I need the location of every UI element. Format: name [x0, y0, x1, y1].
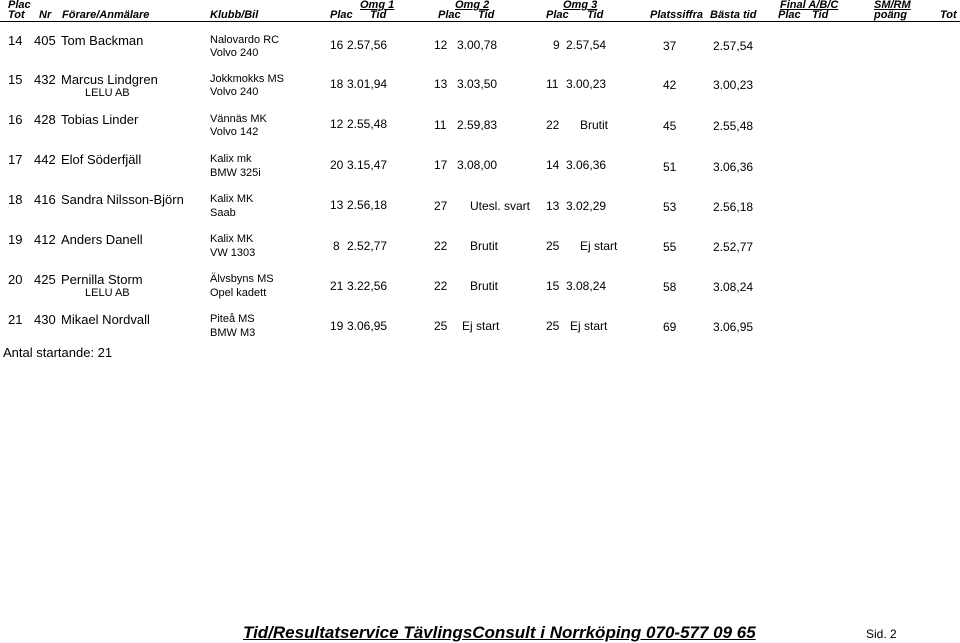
- row-basta-tid: 3.08,24: [713, 280, 754, 294]
- row-omg2-plac: 17: [434, 158, 448, 172]
- table-row: [0, 273, 960, 313]
- row-club: Vännäs MK: [210, 113, 267, 125]
- header-omg2: Omg 2: [455, 0, 490, 11]
- row-basta-tid: 2.56,18: [713, 200, 754, 214]
- row-omg3-plac: 14: [546, 158, 560, 172]
- header-club: Klubb/Bil: [210, 9, 259, 21]
- row-driver: Sandra Nilsson-Björn: [61, 192, 184, 207]
- row-omg2-tid: Ej start: [462, 319, 500, 333]
- row-driver: Marcus Lindgren: [61, 72, 158, 87]
- table-row: [0, 113, 960, 153]
- row-car: BMW M3: [210, 327, 256, 339]
- row-omg1-tid: 3.01,94: [347, 77, 388, 91]
- row-omg2-plac: 22: [434, 279, 448, 293]
- row-basta-tid: 2.57,54: [713, 39, 754, 53]
- row-plac: 15: [8, 72, 23, 87]
- row-club: Kalix MK: [210, 233, 254, 245]
- row-nr: 428: [34, 112, 56, 127]
- row-omg3-tid: Ej start: [570, 319, 608, 333]
- row-nr: 430: [34, 312, 56, 327]
- header-omg3-tid: Tid: [587, 9, 604, 21]
- header-omg1-plac: Plac: [330, 9, 353, 21]
- header-final-tid: Tid: [812, 9, 829, 21]
- row-basta-tid: 2.55,48: [713, 119, 754, 133]
- header-omg2-plac: Plac: [438, 9, 461, 21]
- row-club: Kalix mk: [210, 153, 252, 165]
- table-row: [0, 73, 960, 113]
- row-omg1-plac: 16: [330, 38, 344, 52]
- row-car: Volvo 240: [210, 86, 259, 98]
- row-car: Volvo 142: [210, 126, 259, 138]
- header-omg1: Omg 1: [360, 0, 395, 11]
- row-omg1-tid: 2.56,18: [347, 198, 388, 212]
- row-omg1-plac: 20: [330, 158, 344, 172]
- row-omg2-plac: 13: [434, 77, 448, 91]
- row-omg3-plac: 25: [546, 239, 560, 253]
- row-omg1-tid: 2.55,48: [347, 117, 388, 131]
- row-driver: Elof Söderfjäll: [61, 152, 142, 167]
- row-platssiffra: 37: [663, 39, 677, 53]
- header-driver: Förare/Anmälare: [62, 9, 150, 21]
- row-omg2-tid: Brutit: [470, 239, 499, 253]
- row-nr: 412: [34, 232, 56, 247]
- header-tot: Tot: [8, 9, 25, 21]
- row-platssiffra: 69: [663, 320, 677, 334]
- row-omg1-plac: 12: [330, 117, 344, 131]
- row-omg2-tid: 3.00,78: [457, 38, 498, 52]
- header-omg3-plac: Plac: [546, 9, 569, 21]
- row-basta-tid: 2.52,77: [713, 240, 754, 254]
- row-nr: 432: [34, 72, 56, 87]
- row-basta-tid: 3.06,95: [713, 320, 754, 334]
- starters-count: Antal startande: 21: [3, 345, 113, 360]
- row-club: Älvsbyns MS: [210, 273, 274, 285]
- row-driver: Tobias Linder: [61, 112, 139, 127]
- row-omg3-tid: 3.02,29: [566, 199, 607, 213]
- row-plac: 16: [8, 112, 23, 127]
- row-nr: 405: [34, 33, 56, 48]
- results-service-credit: Tid/Resultatservice TävlingsConsult i Norrköping 070-577 09 65: [243, 623, 756, 642]
- header-plac: Plac: [8, 0, 31, 11]
- row-club: Nalovardo RC: [210, 34, 280, 46]
- row-omg2-tid: 3.03,50: [457, 77, 498, 91]
- header-divider: [0, 21, 960, 22]
- row-platssiffra: 45: [663, 119, 677, 133]
- row-omg1-tid: 3.22,56: [347, 279, 388, 293]
- row-omg3-tid: 3.08,24: [566, 279, 607, 293]
- row-omg3-tid: Ej start: [580, 239, 618, 253]
- row-omg2-plac: 11: [434, 118, 447, 132]
- row-omg3-plac: 9: [553, 38, 560, 52]
- row-omg1-tid: 2.57,56: [347, 38, 388, 52]
- table-row: [0, 233, 960, 273]
- row-omg2-plac: 27: [434, 199, 448, 213]
- header-omg3: Omg 3: [563, 0, 598, 11]
- row-omg3-plac: 25: [546, 319, 560, 333]
- header-poang: poäng: [874, 9, 907, 21]
- page-number: Sid. 2: [866, 627, 897, 641]
- row-driver: Mikael Nordvall: [61, 312, 150, 327]
- row-omg3-plac: 11: [546, 77, 559, 91]
- row-omg2-tid: 3.08,00: [457, 158, 498, 172]
- row-nr: 416: [34, 192, 56, 207]
- row-omg3-plac: 13: [546, 199, 560, 213]
- row-plac: 21: [8, 312, 23, 327]
- row-plac: 19: [8, 232, 23, 247]
- row-club: Kalix MK: [210, 193, 254, 205]
- row-omg2-tid: 2.59,83: [457, 118, 498, 132]
- row-omg3-plac: 22: [546, 118, 560, 132]
- row-nr: 425: [34, 272, 56, 287]
- row-omg1-plac: 13: [330, 198, 344, 212]
- row-car: Saab: [210, 207, 236, 219]
- row-platssiffra: 42: [663, 78, 677, 92]
- row-basta-tid: 3.06,36: [713, 160, 754, 174]
- header-nr: Nr: [39, 9, 52, 21]
- row-car: Volvo 240: [210, 47, 259, 59]
- header-final-plac: Plac: [778, 9, 801, 21]
- row-car: BMW 325i: [210, 167, 261, 179]
- row-club: Jokkmokks MS: [210, 73, 284, 85]
- row-omg3-tid: Brutit: [580, 118, 609, 132]
- row-driver: Tom Backman: [61, 33, 144, 48]
- row-omg2-plac: 12: [434, 38, 448, 52]
- row-omg3-tid: 3.06,36: [566, 158, 607, 172]
- header-sm-rm: SM/RM: [874, 0, 911, 11]
- table-row: [0, 313, 960, 353]
- row-platssiffra: 53: [663, 200, 677, 214]
- table-row: [0, 153, 960, 193]
- header-final: Final A/B/C: [780, 0, 839, 11]
- row-entrant: LELU AB: [85, 287, 130, 299]
- row-omg3-tid: 2.57,54: [566, 38, 607, 52]
- row-plac: 18: [8, 192, 23, 207]
- header-basta-tid: Bästa tid: [710, 9, 757, 21]
- row-club: Piteå MS: [210, 313, 255, 325]
- row-plac: 20: [8, 272, 23, 287]
- row-omg2-plac: 25: [434, 319, 448, 333]
- row-omg1-tid: 3.06,95: [347, 319, 388, 333]
- row-omg1-plac: 21: [330, 279, 344, 293]
- row-omg1-tid: 2.52,77: [347, 239, 388, 253]
- row-omg1-plac: 19: [330, 319, 344, 333]
- row-car: Opel kadett: [210, 287, 267, 299]
- row-entrant: LELU AB: [85, 87, 130, 99]
- row-nr: 442: [34, 152, 56, 167]
- row-driver: Anders Danell: [61, 232, 143, 247]
- row-omg2-tid: Utesl. svart: [470, 199, 531, 213]
- row-omg1-plac: 18: [330, 77, 344, 91]
- row-driver: Pernilla Storm: [61, 272, 143, 287]
- row-platssiffra: 51: [663, 160, 677, 174]
- row-omg3-tid: 3.00,23: [566, 77, 607, 91]
- row-basta-tid: 3.00,23: [713, 78, 754, 92]
- header-platssiffra: Platssiffra: [650, 9, 703, 21]
- table-row: [0, 34, 960, 74]
- row-omg2-tid: Brutit: [470, 279, 499, 293]
- header-tot: Tot: [940, 9, 957, 21]
- row-omg1-tid: 3.15,47: [347, 158, 388, 172]
- row-plac: 14: [8, 33, 23, 48]
- row-omg3-plac: 15: [546, 279, 560, 293]
- table-row: [0, 193, 960, 233]
- row-platssiffra: 55: [663, 240, 677, 254]
- header-omg1-tid: Tid: [370, 9, 387, 21]
- row-omg2-plac: 22: [434, 239, 448, 253]
- row-plac: 17: [8, 152, 23, 167]
- row-omg1-plac: 8: [333, 239, 340, 253]
- row-platssiffra: 58: [663, 280, 677, 294]
- row-car: VW 1303: [210, 247, 256, 259]
- header-omg2-tid: Tid: [478, 9, 495, 21]
